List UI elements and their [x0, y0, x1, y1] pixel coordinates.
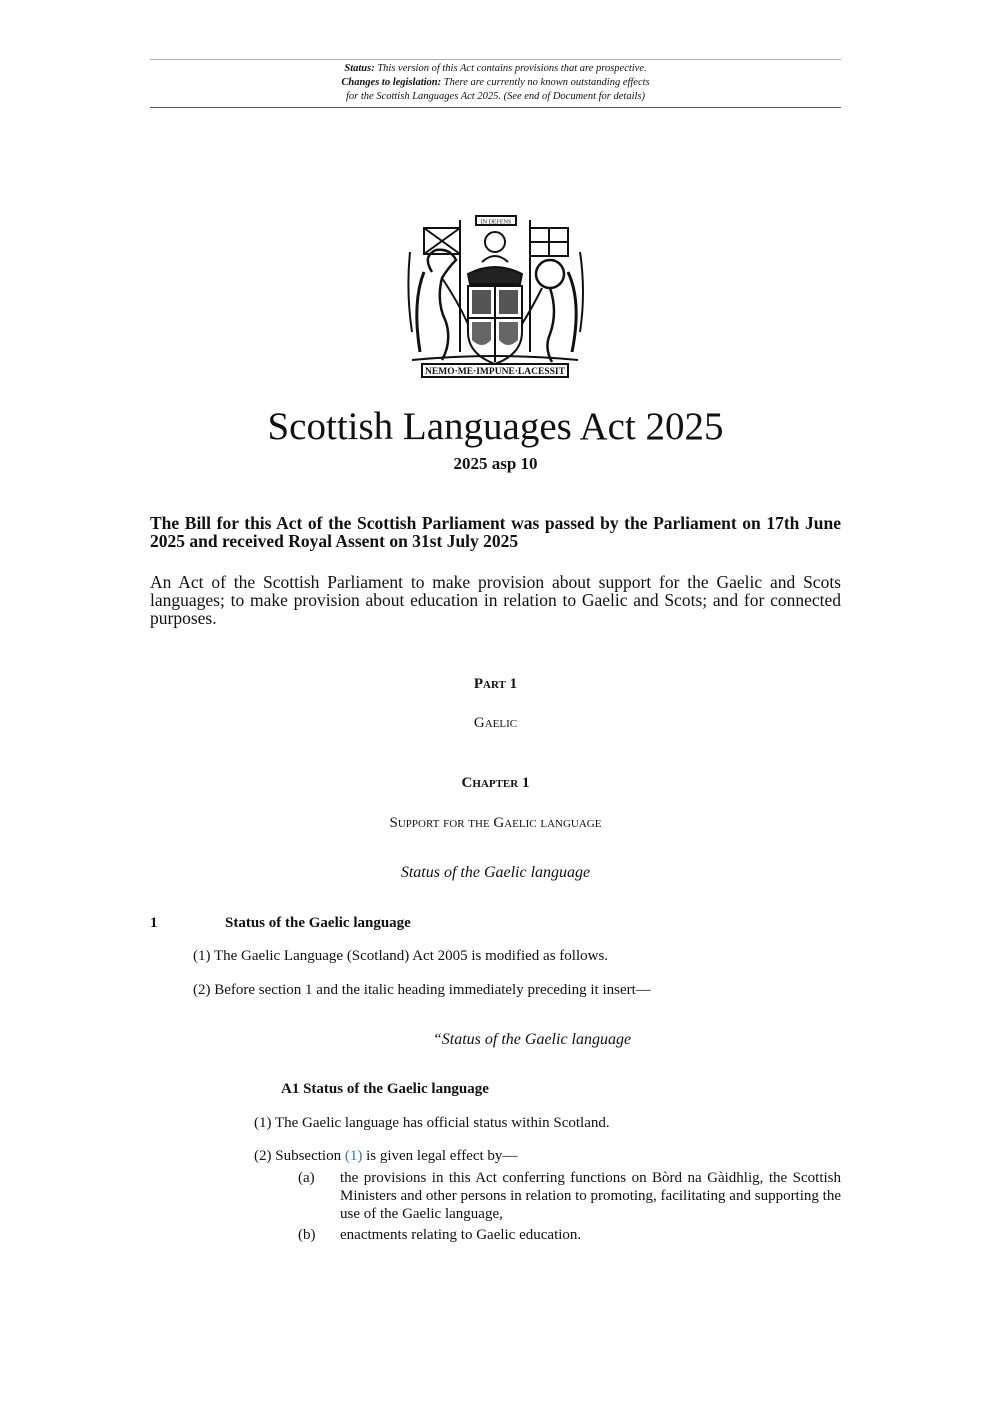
- inserted-section-title: A1 Status of the Gaelic language: [281, 1081, 489, 1097]
- chapter-number: Chapter 1: [461, 775, 530, 791]
- paragraph-a-label: (a): [298, 1170, 315, 1186]
- changes-line: [150, 76, 841, 90]
- crest-scroll: IN DEFENS: [480, 219, 512, 226]
- status-label: Status:: [344, 63, 375, 74]
- changes-label: Changes to legislation:: [341, 77, 442, 88]
- chapter-title: Support for the Gaelic language: [389, 815, 602, 831]
- inserted-crossheading: “Status of the Gaelic language: [432, 1031, 632, 1048]
- changes-line-2: for the Scottish Languages Act 2025. (See end of Document for details): [345, 91, 645, 102]
- status-text: This version of this Act contains provisions that are prospective.: [374, 63, 647, 74]
- inserted-subsection-2-suffix: is given legal effect by—: [362, 1148, 518, 1164]
- subsection-1-link[interactable]: (1): [344, 1148, 363, 1164]
- status-header: [150, 59, 841, 108]
- long-title: An Act of the Scottish Parliament to make provision about support for the Gaelic and Scots languages; to make provision about education in relation to Gaelic and Scots; and for connected purposes.: [150, 572, 841, 628]
- paragraph-a-text: the provisions in this Act conferring functions on Bòrd na Gàidhlig, the Scottish Ministers and other persons in relation to promoting, facilitating and supporting the use of the Gaelic language,: [340, 1170, 841, 1222]
- act-title: Scottish Languages Act 2025: [267, 405, 724, 448]
- crossheading: Status of the Gaelic language: [400, 864, 591, 881]
- changes-text: There are currently no known outstanding effects: [441, 77, 650, 88]
- paragraph-b-label: (b): [298, 1227, 316, 1243]
- royal-coat-of-arms-icon: [402, 212, 588, 382]
- inserted-subsection-2-prefix: (2) Subsection: [254, 1148, 345, 1164]
- subsection-1: (1) The Gaelic Language (Scotland) Act 2005 is modified as follows.: [193, 948, 609, 964]
- part-number: Part 1: [473, 676, 518, 692]
- part-title: Gaelic: [473, 715, 518, 731]
- inserted-subsection-1: (1) The Gaelic language has official status within Scotland.: [254, 1115, 610, 1131]
- section-title: Status of the Gaelic language: [225, 915, 411, 931]
- section-number: 1: [150, 915, 158, 931]
- inserted-subsection-2: [254, 1147, 517, 1165]
- passed-statement: The Bill for this Act of the Scottish Parliament was passed by the Parliament on 17th June 2025 and received Royal Assent on 31st July 2025: [150, 513, 841, 551]
- act-citation: 2025 asp 10: [453, 454, 538, 473]
- status-line: [150, 62, 841, 76]
- paragraph-b-text: enactments relating to Gaelic education.: [340, 1227, 582, 1243]
- subsection-2: (2) Before section 1 and the italic heading immediately preceding it insert—: [193, 982, 651, 998]
- crest-motto: NEMO·ME·IMPUNE·LACESSIT: [425, 367, 565, 377]
